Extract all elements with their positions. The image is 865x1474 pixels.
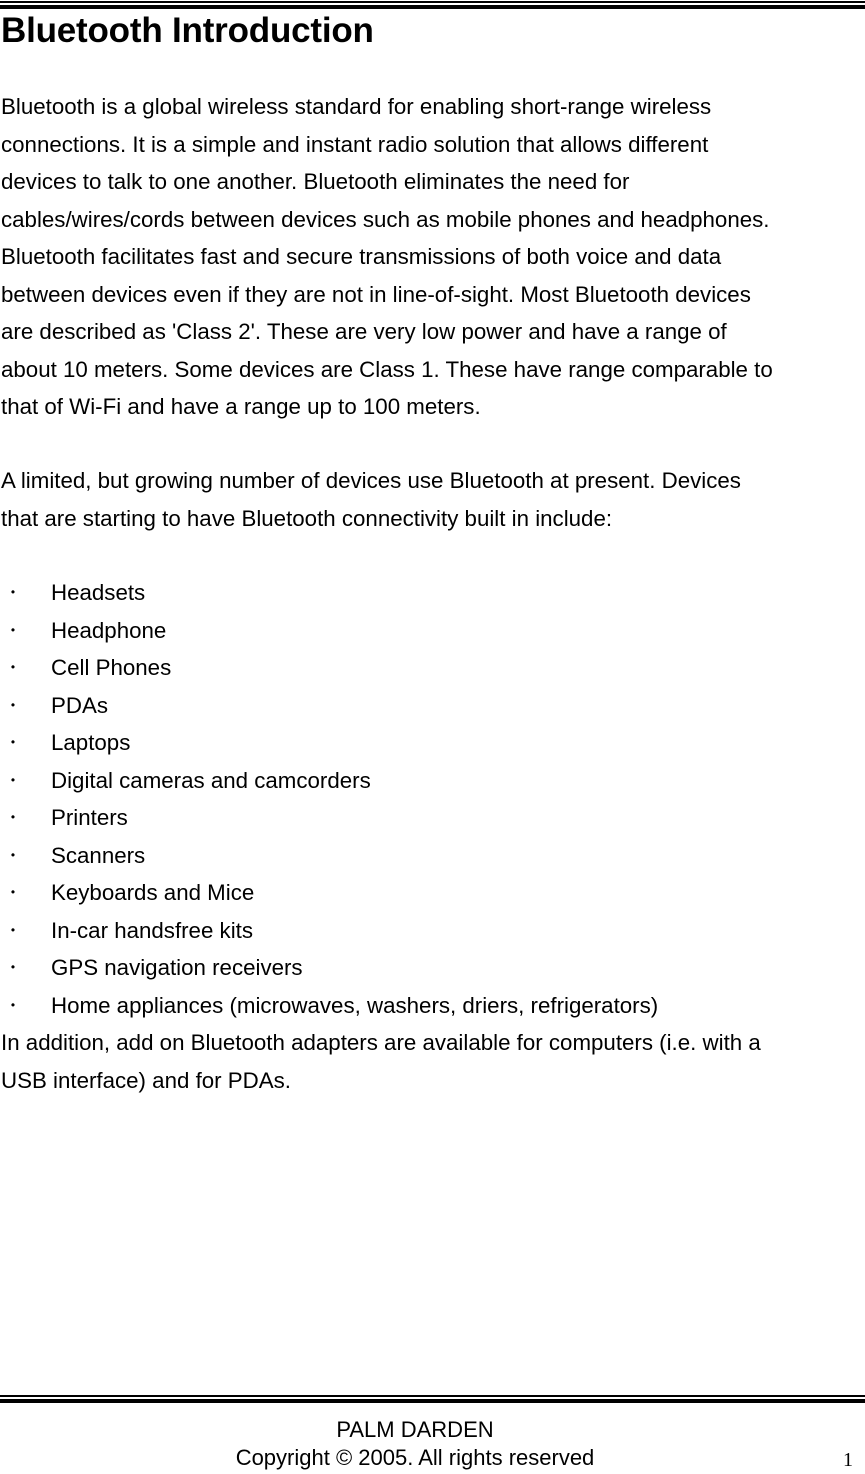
- bullet-icon: •: [10, 922, 16, 937]
- bullet-icon: •: [10, 735, 16, 749]
- footer-copyright: Copyright © 2005. All rights reserved: [235, 1445, 595, 1470]
- devices-intro-paragraph: [1, 462, 865, 537]
- page-title: Bluetooth Introduction: [1, 11, 374, 50]
- list-item-text: Printers: [51, 805, 128, 830]
- paragraph-line: about 10 meters. Some devices are Class 1. These have range comparable to: [1, 356, 773, 382]
- bullet-icon: •: [10, 660, 16, 674]
- bullet-icon: •: [10, 960, 16, 974]
- paragraph-line: that of Wi-Fi and have a range up to 100 meters.: [1, 394, 481, 419]
- bullet-icon: •: [10, 622, 16, 637]
- list-item-text: Scanners: [51, 842, 146, 868]
- paragraph-line: USB interface) and for PDAs.: [1, 1067, 291, 1093]
- bullet-icon: •: [10, 885, 16, 899]
- bullet-icon: •: [10, 585, 16, 599]
- paragraph-line: devices to talk to one another. Bluetooth eliminates the need for: [1, 169, 630, 194]
- list-item-text: PDAs: [51, 692, 108, 718]
- list-item-text: Digital cameras and camcorders: [51, 767, 371, 793]
- list-item-text: GPS navigation receivers: [51, 955, 303, 980]
- paragraph-line: connections. It is a simple and instant radio solution that allows different: [1, 131, 709, 157]
- bullet-icon: •: [10, 997, 16, 1012]
- bullet-icon: •: [10, 697, 16, 712]
- paragraph-line: between devices even if they are not in line-of-sight. Most Bluetooth devices: [1, 281, 751, 307]
- paragraph-line: In addition, add on Bluetooth adapters are available for computers (i.e. with a: [1, 1030, 761, 1055]
- paragraph-line: cables/wires/cords between devices such as mobile phones and headphones.: [1, 206, 770, 232]
- intro-paragraph: [1, 88, 865, 426]
- paragraph-line: are described as 'Class 2'. These are very low power and have a range of: [1, 319, 727, 344]
- paragraph-line: that are starting to have Bluetooth connectivity built in include:: [1, 505, 613, 531]
- adapters-paragraph: [1, 1024, 865, 1099]
- list-item-text: Laptops: [51, 730, 131, 755]
- list-item-text: Cell Phones: [51, 655, 172, 680]
- bullet-icon: •: [10, 810, 16, 824]
- paragraph-line: A limited, but growing number of devices use Bluetooth at present. Devices: [1, 468, 741, 493]
- page-number: 1: [843, 1449, 853, 1471]
- footer-author: PALM DARDEN: [336, 1417, 494, 1442]
- paragraph-line: Bluetooth facilitates fast and secure transmissions of both voice and data: [1, 244, 722, 269]
- bullet-icon: •: [10, 772, 16, 787]
- list-item-text: Headsets: [51, 580, 146, 605]
- footer-rule-thin: [0, 1395, 865, 1397]
- list-item-text: Headphone: [51, 617, 167, 643]
- header-rule-thin: [0, 1, 865, 3]
- footer-rule-thick: [0, 1399, 865, 1403]
- list-item-text: Keyboards and Mice: [51, 880, 255, 905]
- list-item-text: Home appliances (microwaves, washers, driers, refrigerators): [51, 992, 659, 1018]
- paragraph-line: Bluetooth is a global wireless standard for enabling short-range wireless: [1, 94, 712, 119]
- bullet-icon: •: [10, 847, 16, 862]
- list-item-text: In-car handsfree kits: [51, 917, 254, 943]
